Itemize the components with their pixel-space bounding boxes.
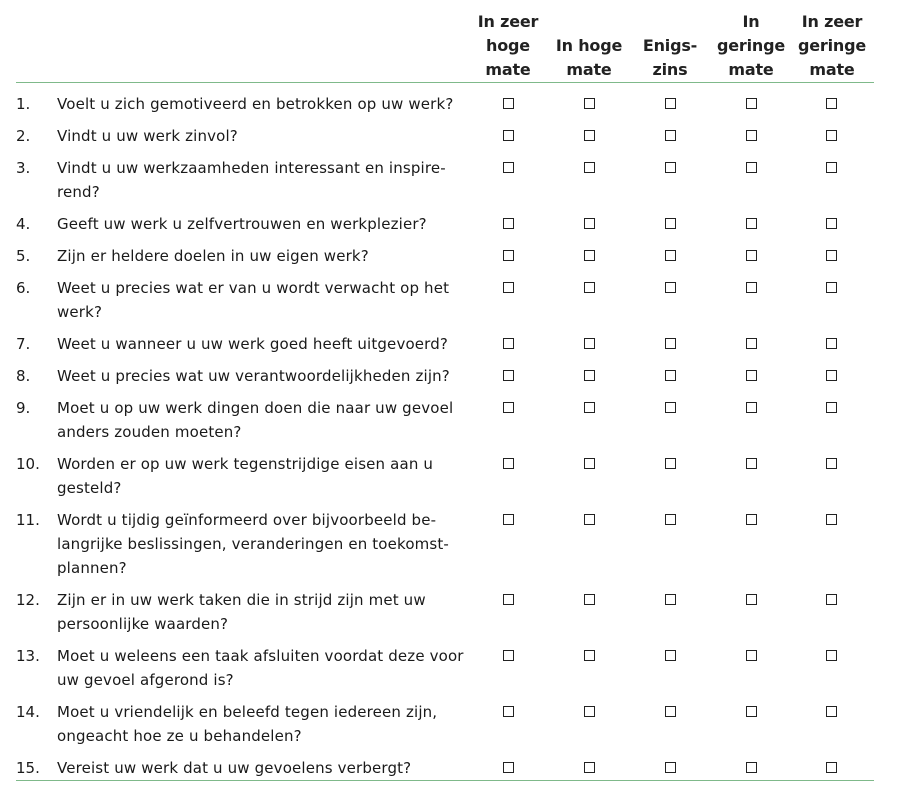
question-number: 2. (16, 127, 31, 145)
question-text-line: Vindt u uw werk zinvol? (57, 127, 238, 145)
question-text-line: rend? (57, 183, 100, 201)
column-header-line: mate (809, 60, 855, 79)
question-text (57, 756, 467, 780)
answer-checkbox[interactable] (826, 514, 837, 525)
question-text-line: Zijn er heldere doelen in uw eigen werk? (57, 247, 369, 265)
column-header-line: zins (652, 60, 688, 79)
question-number: 7. (16, 335, 31, 353)
answer-checkbox[interactable] (826, 458, 837, 469)
question-text (57, 124, 467, 148)
question-number: 14. (16, 703, 40, 721)
column-header-line: mate (485, 60, 531, 79)
questionnaire (16, 0, 874, 777)
answer-checkbox[interactable] (826, 218, 837, 229)
question-text-line: Vindt u uw werkzaamheden interessant en inspire- (57, 159, 446, 177)
question-number: 6. (16, 279, 31, 297)
column-header-in-hoge-mate (549, 34, 629, 82)
question-text (57, 508, 467, 580)
answer-checkbox[interactable] (826, 98, 837, 109)
question-text-line: plannen? (57, 559, 127, 577)
question-number: 11. (16, 511, 40, 529)
question-text-line: ongeacht hoe ze u behandelen? (57, 727, 302, 745)
question-text (57, 92, 467, 116)
answer-checkbox[interactable] (584, 162, 595, 173)
answer-checkbox[interactable] (665, 98, 676, 109)
question-number: 1. (16, 95, 31, 113)
answer-checkbox[interactable] (826, 130, 837, 141)
question-text (57, 588, 467, 636)
question-text (57, 364, 467, 388)
column-header-line: In (742, 12, 760, 31)
answer-checkbox[interactable] (665, 338, 676, 349)
answer-checkbox[interactable] (584, 402, 595, 413)
answer-checkbox[interactable] (665, 218, 676, 229)
question-number: 9. (16, 399, 31, 417)
answer-checkbox[interactable] (665, 250, 676, 261)
answer-checkbox[interactable] (746, 762, 757, 773)
question-text (57, 244, 467, 268)
answer-checkbox[interactable] (746, 650, 757, 661)
question-text (57, 700, 467, 748)
answer-checkbox[interactable] (826, 650, 837, 661)
question-text-line: langrijke beslissingen, veranderingen en toekomst- (57, 535, 449, 553)
answer-checkbox[interactable] (584, 98, 595, 109)
answer-checkbox[interactable] (746, 250, 757, 261)
column-header-line: In zeer (801, 12, 863, 31)
answer-checkbox[interactable] (665, 458, 676, 469)
answer-checkbox[interactable] (503, 594, 514, 605)
column-header-line: mate (728, 60, 774, 79)
question-text-line: werk? (57, 303, 103, 321)
answer-checkbox[interactable] (503, 130, 514, 141)
column-header-line: geringe (798, 36, 866, 55)
question-number: 15. (16, 759, 40, 777)
answer-checkbox[interactable] (746, 402, 757, 413)
header-divider (16, 82, 874, 83)
answer-checkbox[interactable] (826, 338, 837, 349)
answer-checkbox[interactable] (584, 514, 595, 525)
question-text-line: Weet u precies wat uw verantwoordelijkheden zijn? (57, 367, 450, 385)
column-header-in-zeer-geringe-mate (792, 10, 872, 82)
question-text-line: Weet u precies wat er van u wordt verwacht op het (57, 279, 450, 297)
answer-checkbox[interactable] (746, 282, 757, 293)
answer-checkbox[interactable] (584, 250, 595, 261)
answer-checkbox[interactable] (584, 370, 595, 381)
answer-checkbox[interactable] (826, 402, 837, 413)
column-header-line: geringe (717, 36, 785, 55)
answer-checkbox[interactable] (826, 706, 837, 717)
answer-checkbox[interactable] (665, 282, 676, 293)
question-text-line: Moet u vriendelijk en beleefd tegen iedereen zijn, (57, 703, 438, 721)
question-number: 12. (16, 591, 40, 609)
answer-checkbox[interactable] (826, 370, 837, 381)
answer-checkbox[interactable] (746, 98, 757, 109)
answer-checkbox[interactable] (584, 762, 595, 773)
answer-checkbox[interactable] (584, 594, 595, 605)
question-text-line: Voelt u zich gemotiveerd en betrokken op uw werk? (57, 95, 454, 113)
question-text-line: Wordt u tijdig geïnformeerd over bijvoorbeeld be- (57, 511, 437, 529)
answer-checkbox[interactable] (503, 706, 514, 717)
answer-checkbox[interactable] (826, 594, 837, 605)
answer-checkbox[interactable] (584, 282, 595, 293)
question-number: 8. (16, 367, 31, 385)
question-text-line: Worden er op uw werk tegenstrijdige eisen aan u (57, 455, 434, 473)
answer-checkbox[interactable] (665, 762, 676, 773)
question-text-line: Vereist uw werk dat u uw gevoelens verbergt? (57, 759, 412, 777)
question-text-line: uw gevoel afgerond is? (57, 671, 234, 689)
question-number: 5. (16, 247, 31, 265)
question-text (57, 156, 467, 204)
question-text-line: anders zouden moeten? (57, 423, 242, 441)
question-text-line: Zijn er in uw werk taken die in strijd zijn met uw (57, 591, 426, 609)
column-header-row (16, 0, 874, 82)
column-header-line: mate (566, 60, 612, 79)
answer-checkbox[interactable] (746, 594, 757, 605)
answer-checkbox[interactable] (665, 162, 676, 173)
answer-checkbox[interactable] (746, 338, 757, 349)
answer-checkbox[interactable] (826, 250, 837, 261)
answer-checkbox[interactable] (746, 458, 757, 469)
question-text (57, 332, 467, 356)
question-text-line: Weet u wanneer u uw werk goed heeft uitgevoerd? (57, 335, 449, 353)
answer-checkbox[interactable] (746, 706, 757, 717)
answer-checkbox[interactable] (503, 282, 514, 293)
question-text (57, 212, 467, 236)
answer-checkbox[interactable] (665, 594, 676, 605)
answer-checkbox[interactable] (584, 338, 595, 349)
answer-checkbox[interactable] (503, 650, 514, 661)
answer-checkbox[interactable] (584, 130, 595, 141)
question-text-line: persoonlijke waarden? (57, 615, 229, 633)
answer-checkbox[interactable] (584, 650, 595, 661)
question-text-line: Geeft uw werk u zelfvertrouwen en werkplezier? (57, 215, 427, 233)
answer-checkbox[interactable] (746, 370, 757, 381)
answer-checkbox[interactable] (584, 458, 595, 469)
column-header-line: Enigs- (642, 36, 698, 55)
answer-checkbox[interactable] (503, 250, 514, 261)
answer-checkbox[interactable] (503, 514, 514, 525)
question-number: 13. (16, 647, 40, 665)
answer-checkbox[interactable] (665, 706, 676, 717)
question-text (57, 452, 467, 500)
answer-checkbox[interactable] (665, 402, 676, 413)
column-header-in-zeer-hoge-mate (468, 10, 548, 82)
answer-checkbox[interactable] (665, 370, 676, 381)
column-header-line: hoge (486, 36, 530, 55)
question-text (57, 396, 467, 444)
question-text-line: Moet u weleens een taak afsluiten voordat deze voor (57, 647, 464, 665)
column-header-enigszins (630, 34, 710, 82)
answer-checkbox[interactable] (503, 370, 514, 381)
answer-checkbox[interactable] (826, 282, 837, 293)
column-header-line: In zeer (477, 12, 539, 31)
answer-checkbox[interactable] (503, 402, 514, 413)
column-header-in-geringe-mate (711, 10, 791, 82)
column-header-line: In hoge (555, 36, 623, 55)
answer-checkbox[interactable] (503, 762, 514, 773)
answer-checkbox[interactable] (746, 130, 757, 141)
answer-checkbox[interactable] (826, 162, 837, 173)
answer-checkbox[interactable] (503, 98, 514, 109)
question-number: 4. (16, 215, 31, 233)
question-text-line: gesteld? (57, 479, 122, 497)
question-text (57, 644, 467, 692)
answer-checkbox[interactable] (746, 162, 757, 173)
answer-checkbox[interactable] (746, 514, 757, 525)
answer-checkbox[interactable] (584, 706, 595, 717)
answer-checkbox[interactable] (584, 218, 595, 229)
question-text (57, 276, 467, 324)
question-number: 3. (16, 159, 31, 177)
footer-divider (16, 780, 874, 781)
answer-checkbox[interactable] (503, 458, 514, 469)
question-text-line: Moet u op uw werk dingen doen die naar uw gevoel (57, 399, 454, 417)
answer-checkbox[interactable] (665, 650, 676, 661)
answer-checkbox[interactable] (665, 130, 676, 141)
answer-checkbox[interactable] (665, 514, 676, 525)
answer-checkbox[interactable] (503, 218, 514, 229)
answer-checkbox[interactable] (746, 218, 757, 229)
answer-checkbox[interactable] (826, 762, 837, 773)
question-number: 10. (16, 455, 40, 473)
answer-checkbox[interactable] (503, 162, 514, 173)
answer-checkbox[interactable] (503, 338, 514, 349)
